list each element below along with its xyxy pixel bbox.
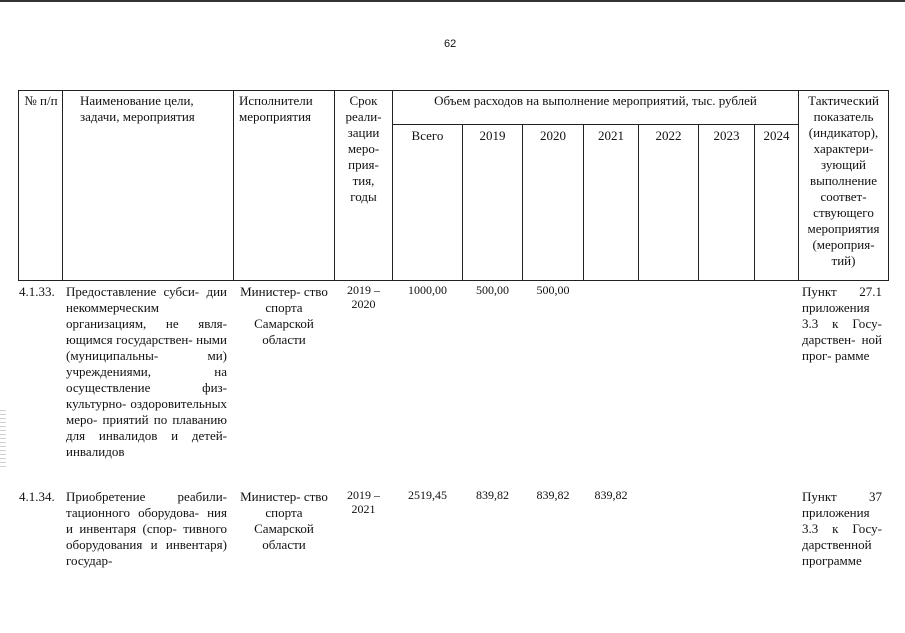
header-num: № п/п: [24, 93, 58, 108]
row-total: 2519,45: [408, 488, 447, 502]
header-year-2023: 2023: [713, 128, 740, 143]
row-executor: Министер- ство спорта Самарской области: [240, 284, 328, 347]
page-number: 62: [444, 38, 457, 50]
row-num: 4.1.33.: [19, 284, 55, 299]
row-name: Приобретение реабили- тационного оборудова- ния и инвентаря (спор- тивного оборудования и инвентаря) государ-: [66, 489, 227, 568]
top-border: [0, 0, 905, 2]
row-num: 4.1.34.: [19, 489, 55, 504]
header-year-2020: 2020: [540, 128, 566, 143]
row-indicator: Пункт 37 приложения 3.3 к Госу- дарственной программе: [802, 489, 882, 568]
row-2019: 839,82: [476, 488, 509, 502]
row-2019: 500,00: [476, 283, 509, 297]
header-year-2022: 2022: [655, 128, 682, 143]
header-indicator: Тактический показатель (индикатор), характери- зующий выполнение соответ- ствующего мероприятия (мероприя- тий): [807, 93, 880, 268]
header-executors: Исполнители мероприятия: [239, 93, 313, 124]
header-year-2019: 2019: [479, 128, 506, 143]
row-name: Предоставление субси- дии некоммерческим организациям, не явля- ющимся государствен- ными (муниципальны- ми) учреждениями, на осуществление физ- культурно- оздоровительных меро- приятий по плаванию для инвалидов и детей- инвалидов: [66, 284, 227, 459]
row-2021: 839,82: [594, 488, 628, 502]
scan-artifact: [0, 410, 6, 470]
row-2020: 839,82: [536, 488, 570, 502]
header-expenses: Объем расходов на выполнение мероприятий, тыс. рублей: [434, 93, 757, 108]
row-term: 2019 – 2021: [347, 488, 380, 516]
row-term: 2019 – 2020: [347, 283, 380, 311]
row-executor: Министер- ство спорта Самарской области: [240, 489, 328, 552]
header-year-2024: 2024: [763, 128, 790, 143]
row-indicator: Пункт 27.1 приложения 3.3 к Госу- дарствен- ной прог- рамме: [802, 284, 882, 363]
header-name: Наименование цели, задачи, мероприятия: [80, 93, 195, 124]
row-2020: 500,00: [536, 283, 570, 297]
header-total: Всего: [411, 128, 444, 143]
header-term: Срок реали- зации меро- прия- тия, годы: [345, 93, 382, 204]
row-total: 1000,00: [408, 283, 447, 297]
header-year-2021: 2021: [598, 128, 624, 143]
